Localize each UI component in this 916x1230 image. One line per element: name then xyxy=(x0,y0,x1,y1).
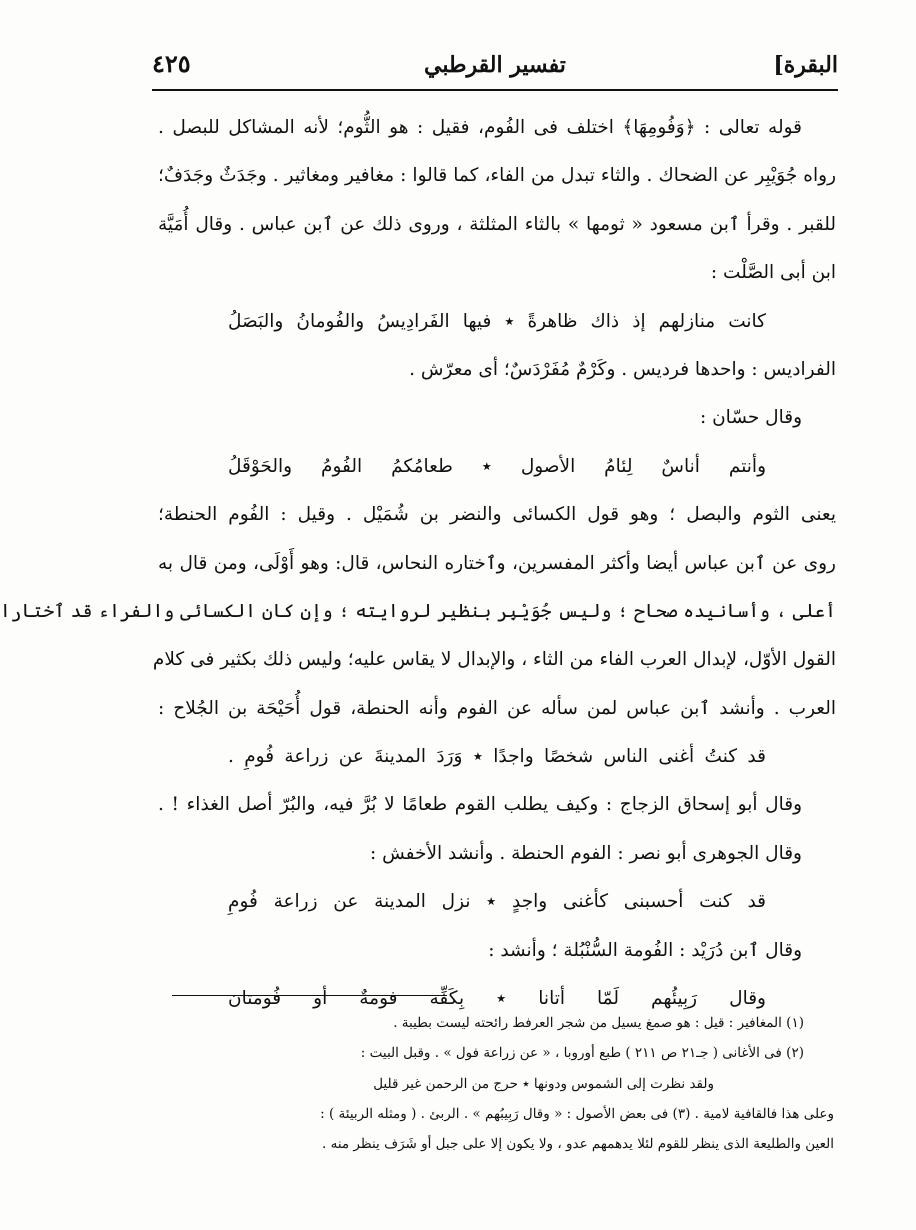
poetry-line: وقال رَبِيئُهم لَمّا أتانا ٭ بِكَفِّه فومةٌ أو فُومتان xyxy=(228,988,766,1010)
footnote-rule xyxy=(172,995,447,996)
book-title: تفسير القرطبي xyxy=(424,52,566,78)
text-line: القول الأوّل، لإبدال العرب الفاء من الثاء ، والإبدال لا يقاس عليه؛ وليس ذلك بكثير فى كلام xyxy=(152,649,836,671)
text-line: رواه جُوَيْبِر عن الضحاك . والثاء تبدل من الفاء، كما قالوا : مغافير ومغاثير . وجَدَثٌ وجَدَفٌ؛ xyxy=(158,165,836,187)
poetry-line: كانت منازلهم إذ ذاك ظاهرةً ٭ فيها الفَرادِيسُ والفُومانُ والبَصَلُ xyxy=(228,310,766,332)
poetry-line: قد كنت أحسبنى كأغنى واجدٍ ٭ نزل المدينة عن زراعة فُومِ xyxy=(228,891,766,913)
poetry-line: وأنتم أناسٌ لِئامُ الأصول ٭ طعامُكمُ الفُومُ والحَوْقَلُ xyxy=(228,455,766,477)
text-line: العرب . وأنشد ٱبن عباس لمن سأله عن الفوم وأنه الحنطة، قول أُحَيْحَة بن الجُلاح : xyxy=(158,697,836,719)
surah-name: [البقرة xyxy=(773,52,838,78)
header-rule xyxy=(152,89,838,91)
text-line: وقال أبو إسحاق الزجاج : وكيف يطلب القوم طعامًا لا بُرَّ فيه، والبُرّ أصل الغذاء ! . xyxy=(158,794,802,816)
footnote-line: (٢) فى الأغانى ( جـ٢١ ص ٢١١ ) طبع أوروبا ، « عن زراعة فول » . وقبل البيت : xyxy=(360,1045,804,1062)
text-line: قوله تعالى : ﴿وَفُومِهَا﴾ اختلف فى الفُوم، فقيل : هو الثُّوم؛ لأنه المشاكل للبصل . xyxy=(158,117,802,138)
text-line: للقبر . وقرأ ٱبن مسعود « ثومها » بالثاء المثلثة ، وروى ذلك عن ٱبن عباس . وقال أُمَيَّة xyxy=(158,213,836,235)
text-line: وقال الجوهرى أبو نصر : الفوم الحنطة . وأنشد الأخفش : xyxy=(369,842,802,864)
text-line: الفراديس : واحدها فرديس . وكَرْمٌ مُفَرْدَسٌ؛ أى معرّش . xyxy=(409,358,836,380)
footnote-line: العين والطليعة الذى ينظر للقوم لئلا يدهمهم عدو ، ولا يكون إلا على جبل أو شَرَف ينظر منه . xyxy=(322,1136,834,1153)
text-line: روى عن ٱبن عباس أيضا وأكثر المفسرين، وٱختاره النحاس، قال: وهو أَوْلَى، ومن قال به xyxy=(158,552,836,574)
text-line: وقال حسّان : xyxy=(699,407,802,429)
main-text xyxy=(0,104,836,1023)
page-number: ٤٢٥ xyxy=(152,49,191,78)
text-line: ابن أبى الصَّلْت : xyxy=(710,262,836,284)
running-header xyxy=(152,40,838,84)
text-line: وقال ٱبن دُرَيْد : الفُومة السُّنْبُلة ؛ وأنشد : xyxy=(488,939,802,961)
footnote-line: ولقد نظرت إلى الشموس ودونها ٭ حرج من الرحمن غير قليل xyxy=(373,1075,714,1092)
footnote-line: (١) المغافير : قيل : هو صمغ يسيل من شجر العرفط رائحته ليست بطيبة . xyxy=(393,1015,804,1031)
text-line: يعنى الثوم والبصل ؛ وهو قول الكسائى والنضر بن شُمَيْل . وقيل : الفُوم الحنطة؛ xyxy=(158,504,836,526)
footnote-line: وعلى هذا فالقافية لامية . (٣) فى بعض الأصول : « وقال رَبِيبُهم » . الربئ . ( ومثله الربيئة ) : xyxy=(320,1105,834,1122)
text-line: أعلى ، وأسانيده صحاح ؛ وليس جُوَيْبِر بنظير لروايته ؛ وإن كان الكسائى والفراء قد ٱختارا xyxy=(0,600,836,622)
poetry-line: قد كنتُ أغنى الناس شخصًا واجدًا ٭ وَرَدَ المدينةَ عن زراعة فُومِ . xyxy=(228,746,766,768)
footnotes xyxy=(166,1008,834,1159)
